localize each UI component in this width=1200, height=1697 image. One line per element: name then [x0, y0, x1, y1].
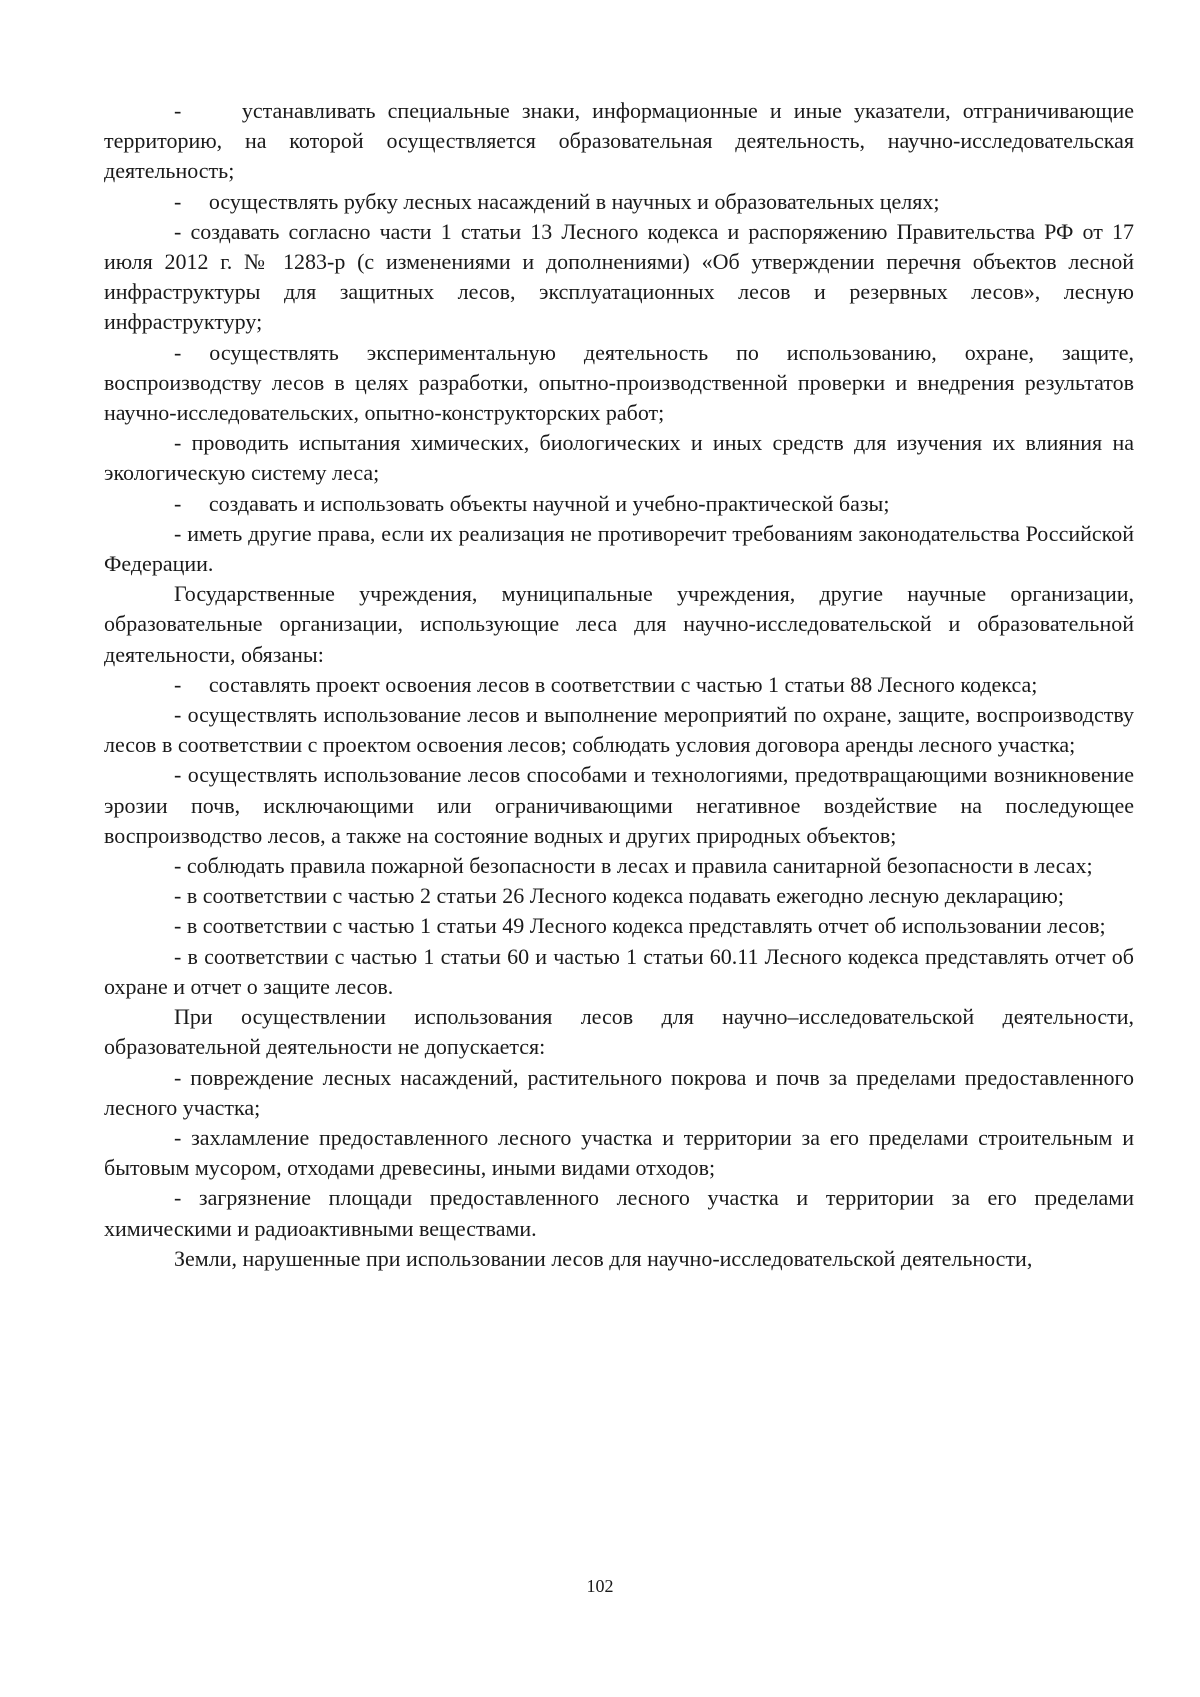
paragraph-9: - составлять проект освоения лесов в соответствии с частью 1 статьи 88 Лесного кодекса; [174, 671, 1038, 697]
paragraph-4: - осуществлять экспериментальную деятельность по использованию, охране, защите, воспроизводству лесов в целях разработки, опытно-производственной проверки и внедрения результатов научно-исследовательских, опытно-конструкторских работ; [104, 339, 1134, 426]
paragraph-8: Государственные учреждения, муниципальные учреждения, другие научные организации, образовательные организации, использующие леса для научно-исследовательской и образовательной деятельности, обязаны: [104, 581, 1134, 667]
paragraph-11: - осуществлять использование лесов способами и технологиями, предотвращающими возникновение эрозии почв, исключающими или ограничивающими негативное воздействие на последующее воспроизводство лесов, а также на состояние водных и других природных объектов; [104, 762, 1134, 848]
paragraph-10: - осуществлять использование лесов и выполнение мероприятий по охране, защите, воспроизводству лесов в соответствии с проектом освоения лесов; соблюдать условия договора аренды лесного участка; [104, 702, 1134, 758]
paragraph-14: - в соответствии с частью 1 статьи 49 Лесного кодекса представлять отчет об использовании лесов; [174, 913, 1106, 939]
paragraph-12: - соблюдать правила пожарной безопасности в лесах и правила санитарной безопасности в лесах; [174, 853, 1093, 879]
paragraph-16: При осуществлении использования лесов для научно–исследовательской деятельности, образовательной деятельности не допускается: [104, 1004, 1134, 1060]
paragraph-6: - создавать и использовать объекты научной и учебно-практической базы; [174, 490, 890, 516]
paragraph-18: - захламление предоставленного лесного участка и территории за его пределами строительным и бытовым мусором, отходами древесины, иными видами отходов; [104, 1124, 1134, 1181]
page-number: 102 [586, 1576, 614, 1596]
document-body [104, 96, 1134, 1274]
paragraph-19: - загрязнение площади предоставленного лесного участка и территории за его пределами химическими и радиоактивными веществами. [104, 1185, 1134, 1241]
paragraph-20: Земли, нарушенные при использовании лесов для научно-исследовательской деятельности, [174, 1245, 1033, 1271]
paragraph-17: - повреждение лесных насаждений, растительного покрова и почв за пределами предоставленного лесного участка; [104, 1064, 1134, 1120]
paragraph-5: - проводить испытания химических, биологических и иных средств для изучения их влияния на экологическую систему леса; [104, 430, 1134, 486]
paragraph-3: - создавать согласно части 1 статьи 13 Лесного кодекса и распоряжению Правительства РФ от 17 июля 2012 г. № 1283-р (с изменениями и дополнениями) «Об утверждении перечня объектов лесной инфраструктуры для защитных лесов, эксплуатационных лесов и резервных лесов», лесную инфраструктуру; [104, 218, 1134, 335]
paragraph-2: - осуществлять рубку лесных насаждений в научных и образовательных целях; [174, 188, 940, 214]
paragraph-13: - в соответствии с частью 2 статьи 26 Лесного кодекса подавать ежегодно лесную декларацию; [174, 883, 1064, 909]
paragraph-15: - в соответствии с частью 1 статьи 60 и частью 1 статьи 60.11 Лесного кодекса представлять отчет об охране и отчет о защите лесов. [104, 943, 1134, 999]
paragraph-1: - устанавливать специальные знаки, информационные и иные указатели, отграничивающие территорию, на которой осуществляется образовательная деятельность, научно-исследовательская деятельность; [104, 98, 1134, 184]
paragraph-7: - иметь другие права, если их реализация не противоречит требованиям законодательства Российской Федерации. [104, 520, 1134, 577]
